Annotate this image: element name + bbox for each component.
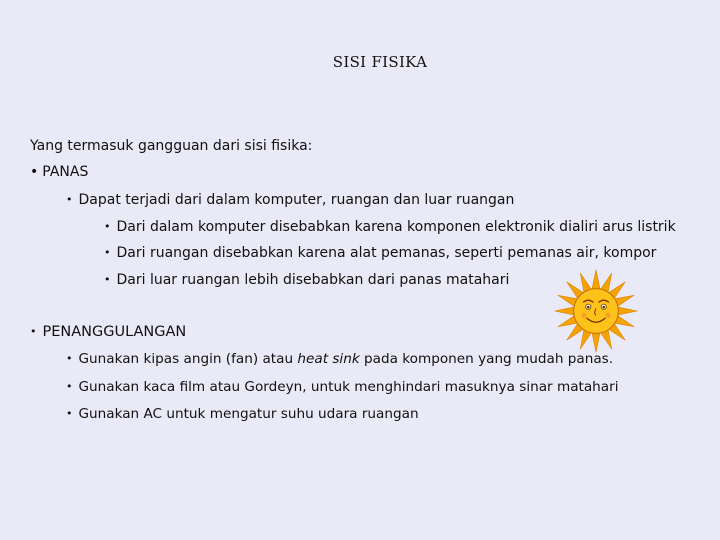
sun-face	[574, 289, 619, 334]
list-item	[66, 379, 619, 395]
section-heading-penanggulangan	[30, 324, 186, 340]
bullet: •	[66, 193, 73, 206]
bullet: •	[30, 325, 37, 338]
bullet: •	[104, 220, 111, 233]
heading-text: PANAS	[42, 164, 89, 180]
item-text: Dari luar ruangan lebih disebabkan dari panas matahari	[116, 272, 510, 288]
item-text: Gunakan AC untuk mengatur suhu udara ruangan	[78, 406, 419, 422]
item-text: Dari ruangan disebabkan karena alat pemanas, seperti pemanas air, kompor	[116, 245, 657, 261]
slide-title: SISI FISIKA	[332, 53, 428, 71]
sub-list-item	[104, 245, 656, 261]
item-text-after: pada komponen yang mudah panas.	[359, 351, 614, 367]
section-heading-panas	[30, 164, 88, 180]
smiling-sun-icon	[553, 268, 639, 354]
sub-list-item	[104, 219, 676, 235]
bullet: •	[66, 380, 73, 393]
bullet: •	[66, 352, 73, 365]
list-item	[66, 406, 419, 422]
item-text: Gunakan kaca film atau Gordeyn, untuk menghindari masuknya sinar matahari	[78, 379, 619, 395]
bullet: •	[104, 246, 111, 259]
bullet: •	[66, 407, 73, 420]
item-text: Dapat terjadi dari dalam komputer, ruangan dan luar ruangan	[78, 192, 515, 208]
list-item	[66, 351, 613, 367]
item-text-emphasis: heat sink	[297, 351, 360, 367]
list-item	[66, 192, 514, 208]
item-text: Dari dalam komputer disebabkan karena komponen elektronik dialiri arus listrik	[116, 219, 676, 235]
bullet: •	[104, 273, 111, 286]
intro-text: Yang termasuk gangguan dari sisi fisika:	[30, 138, 313, 154]
item-text-before: Gunakan kipas angin (fan) atau	[78, 351, 298, 367]
bullet: •	[30, 164, 39, 180]
heading-text: PENANGGULANGAN	[42, 324, 187, 340]
sub-list-item	[104, 272, 509, 288]
